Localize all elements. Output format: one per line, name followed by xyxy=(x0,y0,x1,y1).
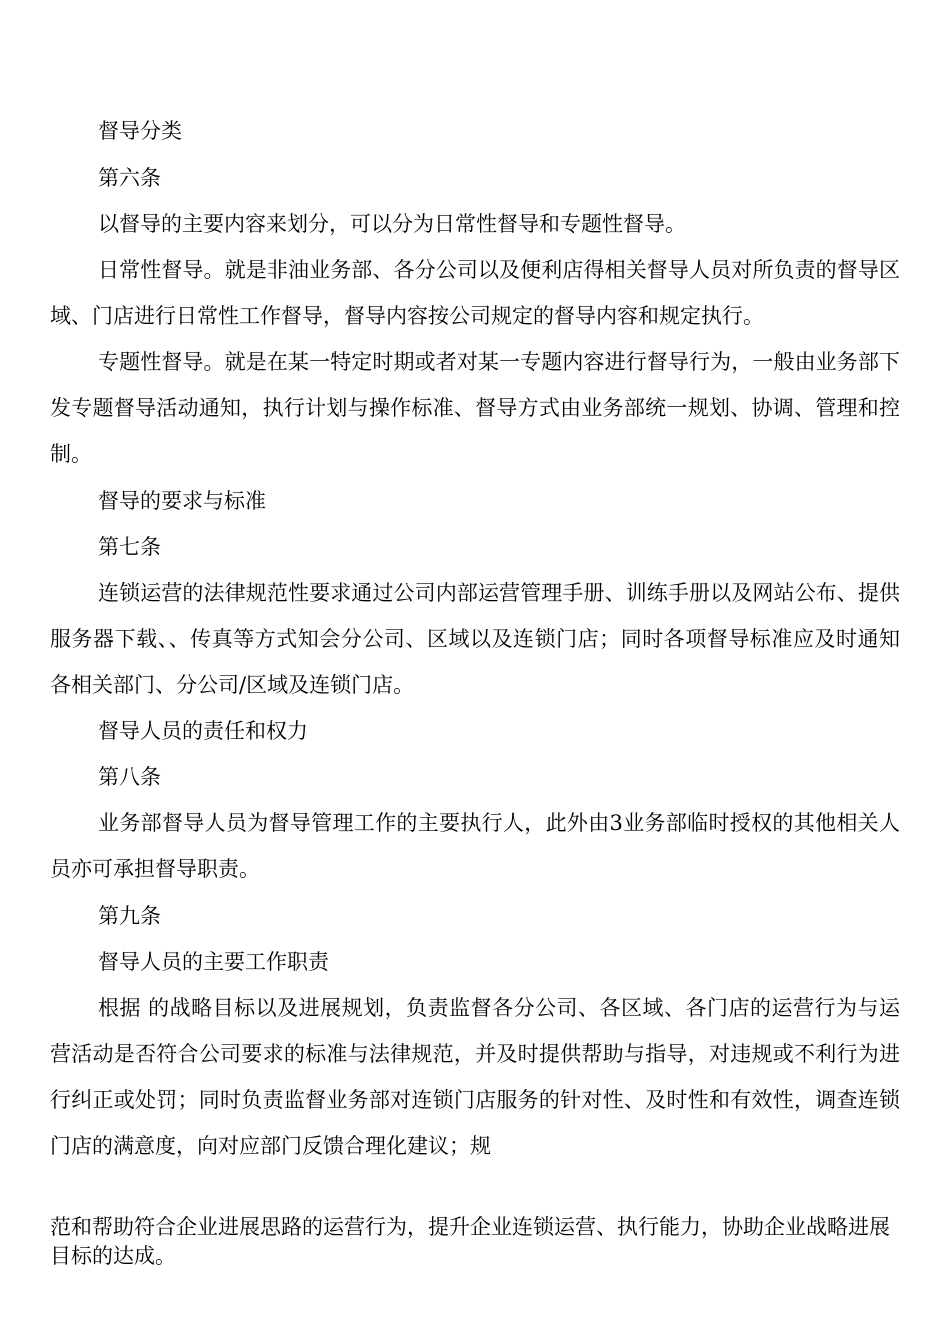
paragraph-continuation: 范和帮助符合企业进展思路的运营行为，提升企业连锁运营、执行能力，协助企业战略进展目标的达成。 xyxy=(50,1215,890,1268)
section-heading-requirements: 督导的要求与标准 xyxy=(98,489,266,513)
paragraph-classification: 以督导的主要内容来划分，可以分为日常性督导和专题性督导。 xyxy=(98,212,686,236)
section-heading-supervision-types: 督导分类 xyxy=(98,119,182,143)
article-9-label: 第九条 xyxy=(98,904,161,928)
section-heading-main-duties: 督导人员的主要工作职责 xyxy=(98,950,329,974)
paragraph-routine-supervision: 日常性督导。就是非油业务部、各分公司以及便利店得相关督导人员对所负责的督导区域、门店进行日常性工作督导，督导内容按公司规定的督导内容和规定执行。 xyxy=(50,258,900,328)
article-6-label: 第六条 xyxy=(98,166,161,190)
paragraph-special-supervision: 专题性督导。就是在某一特定时期或者对某一专题内容进行督导行为，一般由业务部下发专题督导活动通知，执行计划与操作标准、督导方式由业务部统一规划、协调、管理和控制。 xyxy=(50,350,900,466)
paragraph-legal-requirements: 连锁运营的法律规范性要求通过公司内部运营管理手册、训练手册以及网站公布、提供服务器下载、、传真等方式知会分公司、区域以及连锁门店；同时各项督导标准应及时通知各相关部门、分公司/区域及连锁门店。 xyxy=(50,581,900,697)
section-heading-responsibilities: 督导人员的责任和权力 xyxy=(98,719,308,743)
article-8-label: 第八条 xyxy=(98,765,161,789)
paragraph-main-duties: 根据 的战略目标以及进展规划，负责监督各分公司、各区域、各门店的运营行为与运营活动是否符合公司要求的标准与法律规范，并及时提供帮助与指导，对违规或不利行为进行纠正或处罚；同时负责监督业务部对连锁门店服务的针对性、及时性和有效性，调查连锁门店的满意度，向对应部门反馈合理化建议；规 xyxy=(50,996,900,1158)
paragraph-supervisors: 业务部督导人员为督导管理工作的主要执行人，此外由3业务部临时授权的其他相关人员亦可承担督导职责。 xyxy=(50,811,900,881)
article-7-label: 第七条 xyxy=(98,535,161,559)
